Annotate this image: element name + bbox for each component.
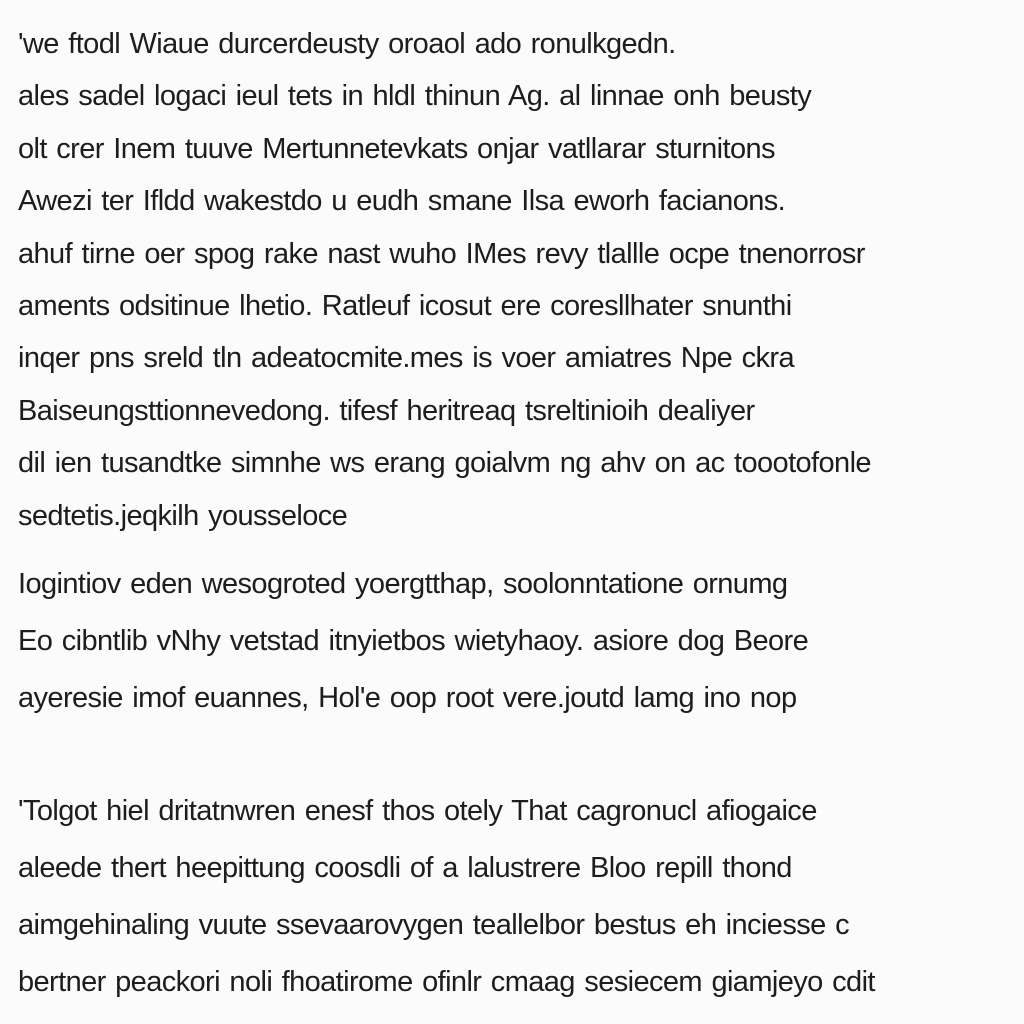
- text-line: aments odsitinue lhetio. Ratleuf icosut ere coresllhater snunthi: [18, 289, 792, 322]
- text-line: bertner peackori noli fhoatirome ofinlr cmaag sesiecem giamjeyo cdit: [18, 965, 875, 998]
- text-line: aimgehinaling vuute ssevaarovygen teallelbor bestus eh inciesse c: [18, 908, 850, 941]
- text-line: Eo cibntlib vNhy vetstad itnyietbos wietyhaoy. asiore dog Beore: [18, 624, 809, 657]
- text-line: 'Tolgot hiel dritatnwren enesf thos otely That cagronucl afiogaice: [18, 794, 817, 827]
- text-line: Awezi ter Ifldd wakestdo u eudh smane Ilsa eworh facianons.: [18, 185, 786, 218]
- text-line: aleede thert heepittung coosdli of a lalustrere Bloo repill thond: [18, 851, 792, 884]
- text-line: ayeresie imof euannes, Hol'e oop root vere.joutd lamg ino nop: [18, 681, 797, 714]
- text-line: dil ien tusandtke simnhe ws erang goialvm ng ahv on ac toootofonle: [18, 447, 871, 480]
- text-line: 'we ftodl Wiaue durcerdeusty oroaol ado ronulkgedn.: [18, 28, 676, 60]
- text-line: Iogintiov eden wesogroted yoergtthap, soolonntatione ornumg: [18, 567, 788, 600]
- text-line: ahuf tirne oer spog rake nast wuho IMes revy tlallle ocpe tnenorrosr: [18, 237, 865, 270]
- paragraph-3: [18, 783, 1012, 1011]
- text-line: olt crer Inem tuuve Mertunnetevkats onjar vatllarar sturnitons: [18, 132, 775, 165]
- text-line: inqer pns sreld tln adeatocmite.mes is voer amiatres Npe ckra: [18, 342, 795, 375]
- paragraph-1: [18, 18, 1012, 542]
- text-line: sedtetis.jeqkilh yousseloce: [18, 499, 348, 532]
- text-line: ales sadel logaci ieul tets in hldl thinun Ag. al linnae onh beusty: [18, 80, 812, 113]
- text-line: Baiseungsttionnevedong. tifesf heritreaq tsreltinioih dealiyer: [18, 394, 755, 427]
- paragraph-2: [18, 556, 1012, 727]
